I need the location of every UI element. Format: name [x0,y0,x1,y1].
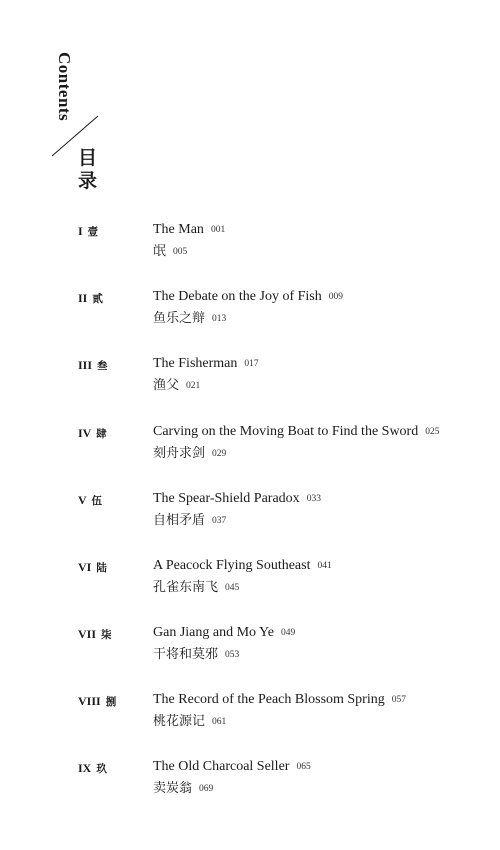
chapter-numeral: III 叁 [78,358,108,372]
toc-entry-5[interactable] [0,492,500,532]
chapter-title-zh[interactable]: 刻舟求剑 029 [153,446,227,461]
chapter-title-en[interactable]: Gan Jiang and Mo Ye 049 [153,625,296,640]
page-number-zh: 037 [212,516,227,526]
chapter-title-zh[interactable]: 氓 005 [153,244,188,259]
page-number-zh: 013 [212,314,227,324]
toc-entry-7[interactable] [0,626,500,666]
toc-entry-2[interactable] [0,290,500,330]
chapter-numeral-cn: 伍 [91,495,102,507]
chapter-numeral-cn: 陆 [96,562,107,574]
page-number-zh: 045 [225,583,240,593]
page-number-en: 001 [210,225,226,235]
chapter-title-en[interactable]: The Spear-Shield Paradox 033 [153,491,321,506]
page-number-en: 017 [244,359,259,369]
chapter-title-zh[interactable]: 干将和莫邪 053 [153,647,240,662]
toc-entry-6[interactable] [0,559,500,599]
chapter-title-en[interactable]: The Man 001 [153,222,226,237]
page-number-zh: 021 [186,381,201,391]
page-number-en: 049 [280,628,296,638]
toc-entry-9[interactable] [0,760,500,800]
contents-heading-zh-line1: 目 [78,147,98,169]
page-number-zh: 061 [212,717,227,727]
chapter-title-en[interactable]: A Peacock Flying Southeast 041 [153,558,332,573]
chapter-numeral: VI 陆 [78,560,107,574]
page-number-zh: 029 [212,449,227,459]
chapter-title-zh[interactable]: 桃花源记 061 [153,714,227,729]
chapter-title-zh[interactable]: 孔雀东南飞 045 [153,580,240,595]
toc-entry-3[interactable] [0,357,500,397]
page-number-en: 009 [328,292,343,302]
page-number-en: 025 [425,427,440,437]
chapter-title-en[interactable]: The Debate on the Joy of Fish 009 [153,289,343,304]
page-number-zh: 069 [199,784,214,794]
contents-heading-zh-line2: 录 [78,169,98,192]
page-number-en: 057 [391,695,406,705]
chapter-title-en[interactable]: Carving on the Moving Boat to Find the Sword 025 [153,424,440,439]
chapter-numeral: VII 柒 [78,627,112,641]
contents-heading-en: Contents [55,52,74,122]
page-number-en: 041 [317,561,332,571]
chapter-numeral-cn: 肆 [96,428,107,440]
chapter-title-en[interactable]: The Record of the Peach Blossom Spring 057 [153,692,406,707]
chapter-numeral-cn: 贰 [92,293,103,305]
toc-entry-1[interactable] [0,223,500,263]
page-number-en: 033 [306,494,321,504]
chapter-numeral: VIII 捌 [78,694,117,708]
chapter-numeral-cn: 捌 [105,696,117,708]
page-number-zh: 005 [173,247,188,257]
chapter-numeral: IX 玖 [78,761,107,775]
chapter-numeral-cn: 壹 [87,226,99,238]
chapter-numeral-cn: 柒 [101,629,112,641]
chapter-numeral: V 伍 [78,493,102,507]
chapter-numeral: I 壹 [78,224,99,238]
chapter-numeral-cn: 玖 [96,763,107,775]
chapter-numeral: IV 肆 [78,426,107,440]
page-number-zh: 053 [225,650,240,660]
toc-entry-4[interactable] [0,425,500,465]
chapter-title-zh[interactable]: 渔父 021 [153,378,201,393]
chapter-title-zh[interactable]: 鱼乐之辩 013 [153,311,227,326]
chapter-numeral-cn: 叁 [97,360,108,372]
page-number-en: 065 [296,762,311,772]
chapter-title-en[interactable]: The Fisherman 017 [153,356,259,371]
chapter-title-en[interactable]: The Old Charcoal Seller 065 [153,759,311,774]
chapter-title-zh[interactable]: 卖炭翁 069 [153,781,214,796]
toc-entry-8[interactable] [0,693,500,733]
chapter-title-zh[interactable]: 自相矛盾 037 [153,513,227,528]
chapter-numeral: II 贰 [78,291,103,305]
